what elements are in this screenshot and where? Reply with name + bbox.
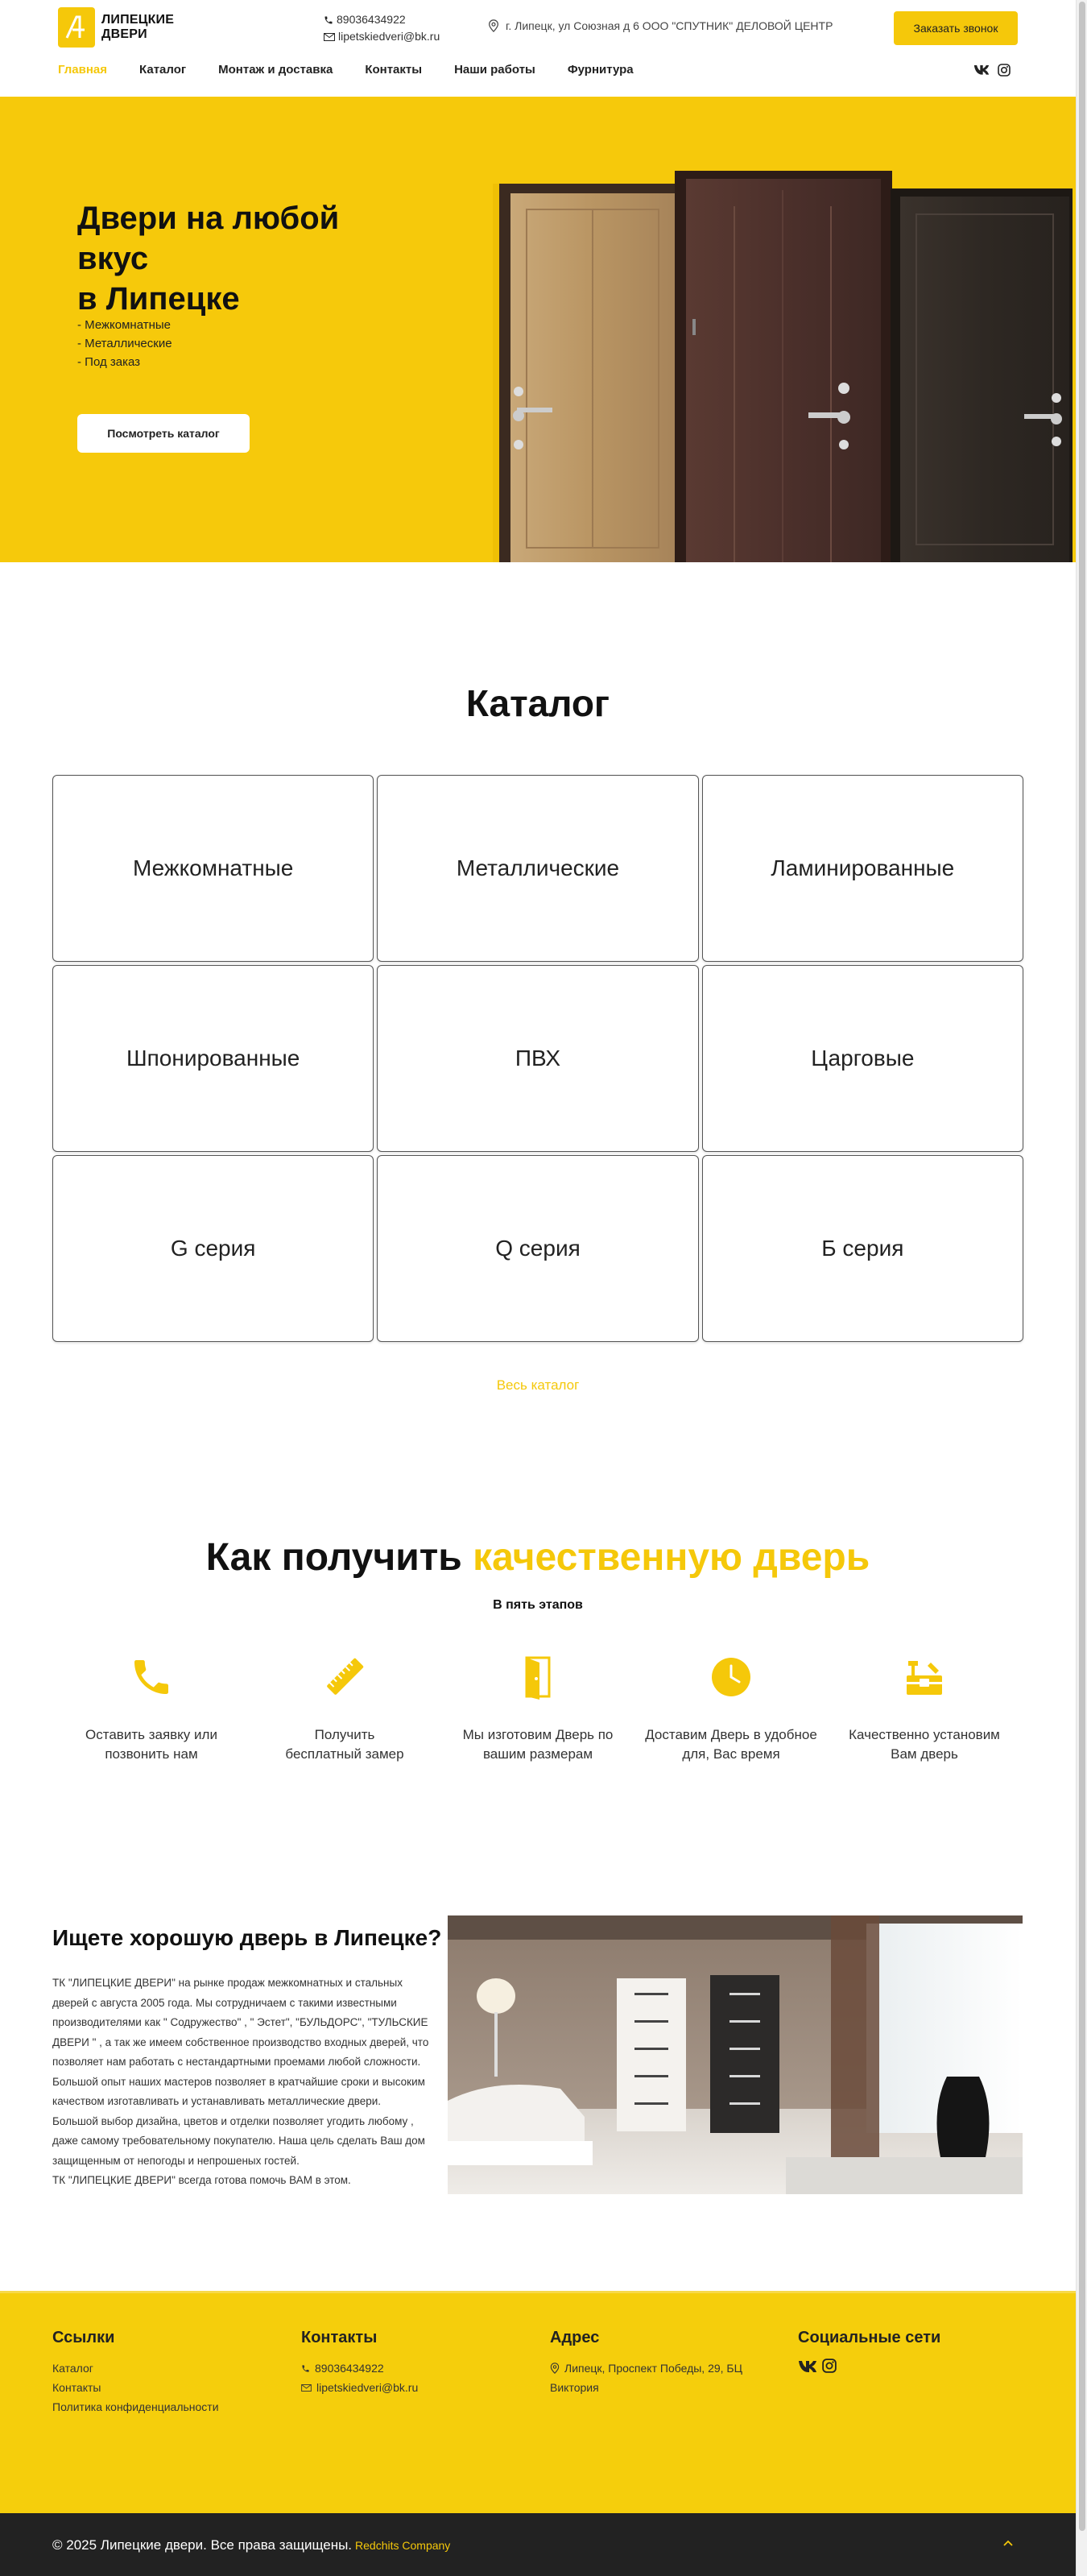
hero-list-item: - Металлические [77, 337, 172, 350]
steps-list [55, 1651, 1021, 1764]
nav-item-hardware[interactable]: Фурнитура [567, 63, 634, 77]
step-text: Получить бесплатный замер [285, 1727, 404, 1762]
hero-title: Двери на любой вкус в Липецке [77, 201, 340, 317]
order-call-button[interactable]: Заказать звонок [894, 11, 1018, 45]
vk-icon[interactable] [973, 64, 990, 75]
steps-subtitle: В пять этапов [493, 1598, 583, 1612]
view-catalog-button[interactable]: Посмотреть каталог [77, 414, 250, 453]
step-text: Мы изготовим Дверь по вашим размерам [462, 1727, 614, 1762]
catalog-item-g-series[interactable]: G серия [52, 1155, 374, 1342]
steps-title: Как получить качественную дверь [205, 1536, 870, 1579]
footer-contacts-title: Контакты [301, 2329, 378, 2346]
all-catalog-link[interactable]: Весь каталог [496, 1377, 580, 1393]
door-icon [515, 1655, 560, 1700]
catalog-title: Каталог [465, 682, 610, 724]
footer-link-catalog[interactable]: Каталог [52, 2362, 93, 2375]
header-address [488, 19, 833, 32]
footer-social-icons [798, 2359, 940, 2373]
footer-address-row [550, 2359, 742, 2378]
logo-icon [58, 7, 95, 48]
step-item [441, 1651, 634, 1764]
catalog-item-b-series[interactable]: Б серия [702, 1155, 1023, 1342]
toolbox-icon [902, 1655, 947, 1700]
hero-doors-image [493, 158, 1076, 562]
footer-address-line: Липецк, Проспект Победы, 29, БЦ [564, 2362, 742, 2375]
logo-text: ЛИПЕЦКИЕ ДВЕРИ [101, 13, 175, 41]
catalog-grid [52, 775, 1023, 1342]
hero-list-item: - Под заказ [77, 355, 141, 369]
catalog-item-interior[interactable]: Межкомнатные [52, 775, 374, 962]
nav-item-contacts[interactable]: Контакты [365, 63, 423, 77]
footer-address-title: Адрес [550, 2329, 600, 2346]
catalog-item-q-series[interactable]: Q серия [377, 1155, 698, 1342]
header-contacts [324, 11, 440, 45]
email-icon [301, 2384, 312, 2392]
footer-social [798, 2329, 940, 2373]
instagram-icon[interactable] [998, 64, 1011, 77]
nav-item-catalog[interactable]: Каталог [139, 63, 187, 77]
ruler-icon [322, 1655, 367, 1700]
clock-icon [709, 1655, 754, 1700]
footer-link-contacts[interactable]: Контакты [52, 2381, 101, 2394]
footer-links-title: Ссылки [52, 2329, 115, 2346]
bottom-bar [0, 2513, 1076, 2576]
header-email-link[interactable]: lipetskiedveri@bk.ru [338, 30, 440, 43]
catalog-item-tsargovye[interactable]: Царговые [702, 965, 1023, 1152]
phone-icon [301, 2364, 310, 2373]
footer-links [52, 2329, 219, 2417]
catalog-item-laminated[interactable]: Ламинированные [702, 775, 1023, 962]
step-text: Доставим Дверь в удобное для, Вас время [645, 1727, 817, 1762]
about-title: Ищете хорошую дверь в Липецке? [52, 1925, 442, 1950]
about-paragraph: ТК "ЛИПЕЦКИЕ ДВЕРИ" на рынке продаж межкомнатных и стальных дверей с августа 2005 года. Мы сотрудничаем с такими известными производителями как " Содружество" , " Эстет", "БУЛЬДОРС", "ТУЛЬСКИЕ ДВЕРИ " , а так же имеем собственное производство входных дверей, что позволяет нам работать с нестандартными проемами любой сложности. [52, 1977, 429, 2068]
about-paragraph: Большой выбор дизайна, цветов и отделки позволяет угодить любому , даже самому требовательному покупателю. Наша цель сделать Ваш дом защищенным от непогоды и непрошеных гостей. [52, 2114, 425, 2167]
page-scrollbar[interactable] [1076, 0, 1087, 2576]
footer-phone-link[interactable]: 89036434922 [315, 2362, 384, 2375]
vk-icon[interactable] [798, 2359, 817, 2372]
site-header [0, 0, 1076, 97]
logo[interactable] [58, 7, 174, 48]
about-paragraph: ТК "ЛИПЕЦКИЕ ДВЕРИ" всегда готова помочь ВАМ в этом. [52, 2174, 351, 2186]
email-icon [324, 33, 335, 41]
catalog-item-veneered[interactable]: Шпонированные [52, 965, 374, 1152]
location-pin-icon [550, 2363, 560, 2374]
location-pin-icon [488, 19, 499, 32]
interior-photo [448, 1915, 1023, 2194]
footer-email [301, 2378, 418, 2397]
catalog-item-pvc[interactable]: ПВХ [377, 965, 698, 1152]
copyright: © 2025 Липецкие двери. Все права защищены. Redchits Company [52, 2537, 451, 2553]
footer-link-privacy[interactable]: Политика конфиденциальности [52, 2400, 219, 2413]
step-text: Оставить заявку или позвонить нам [85, 1727, 217, 1762]
scrollbar-thumb[interactable] [1079, 2, 1085, 2531]
phone-icon [129, 1655, 174, 1700]
about-paragraph: Большой опыт наших мастеров позволяет в кратчайшие сроки и высоким качеством изготавливать и устанавливать металлические двери. [52, 2075, 425, 2107]
header-social [973, 64, 1011, 77]
developer-link[interactable]: Redchits Company [355, 2539, 451, 2552]
footer-social-title: Социальные сети [798, 2329, 941, 2346]
footer-address [550, 2329, 742, 2397]
footer-email-link[interactable]: lipetskiedveri@bk.ru [316, 2381, 419, 2394]
about-text [52, 1973, 431, 2191]
footer-contacts [301, 2329, 418, 2397]
nav-item-installation[interactable]: Монтаж и доставка [218, 63, 333, 77]
step-item [248, 1651, 441, 1764]
nav-item-home[interactable]: Главная [58, 63, 108, 77]
step-item [828, 1651, 1021, 1764]
header-phone-link[interactable]: 89036434922 [337, 13, 406, 26]
step-item [634, 1651, 828, 1764]
header-address-text: г. Липецк, ул Союзная д 6 ООО "СПУТНИК" ДЕЛОВОЙ ЦЕНТР [506, 19, 833, 32]
step-text: Качественно установим Вам дверь [849, 1727, 1000, 1762]
step-item [55, 1651, 248, 1764]
hero-banner [0, 97, 1076, 562]
nav-item-works[interactable]: Наши работы [454, 63, 535, 77]
catalog-item-metal[interactable]: Металлические [377, 775, 698, 962]
hero-door-types [77, 316, 172, 371]
footer-phone [301, 2359, 418, 2378]
site-footer [0, 2291, 1076, 2513]
footer-address-line: Виктория [550, 2381, 599, 2394]
main-nav [58, 63, 666, 77]
hero-list-item: - Межкомнатные [77, 318, 171, 332]
scroll-to-top-icon[interactable] [998, 2534, 1018, 2553]
instagram-icon[interactable] [822, 2359, 837, 2373]
phone-icon [324, 15, 333, 25]
